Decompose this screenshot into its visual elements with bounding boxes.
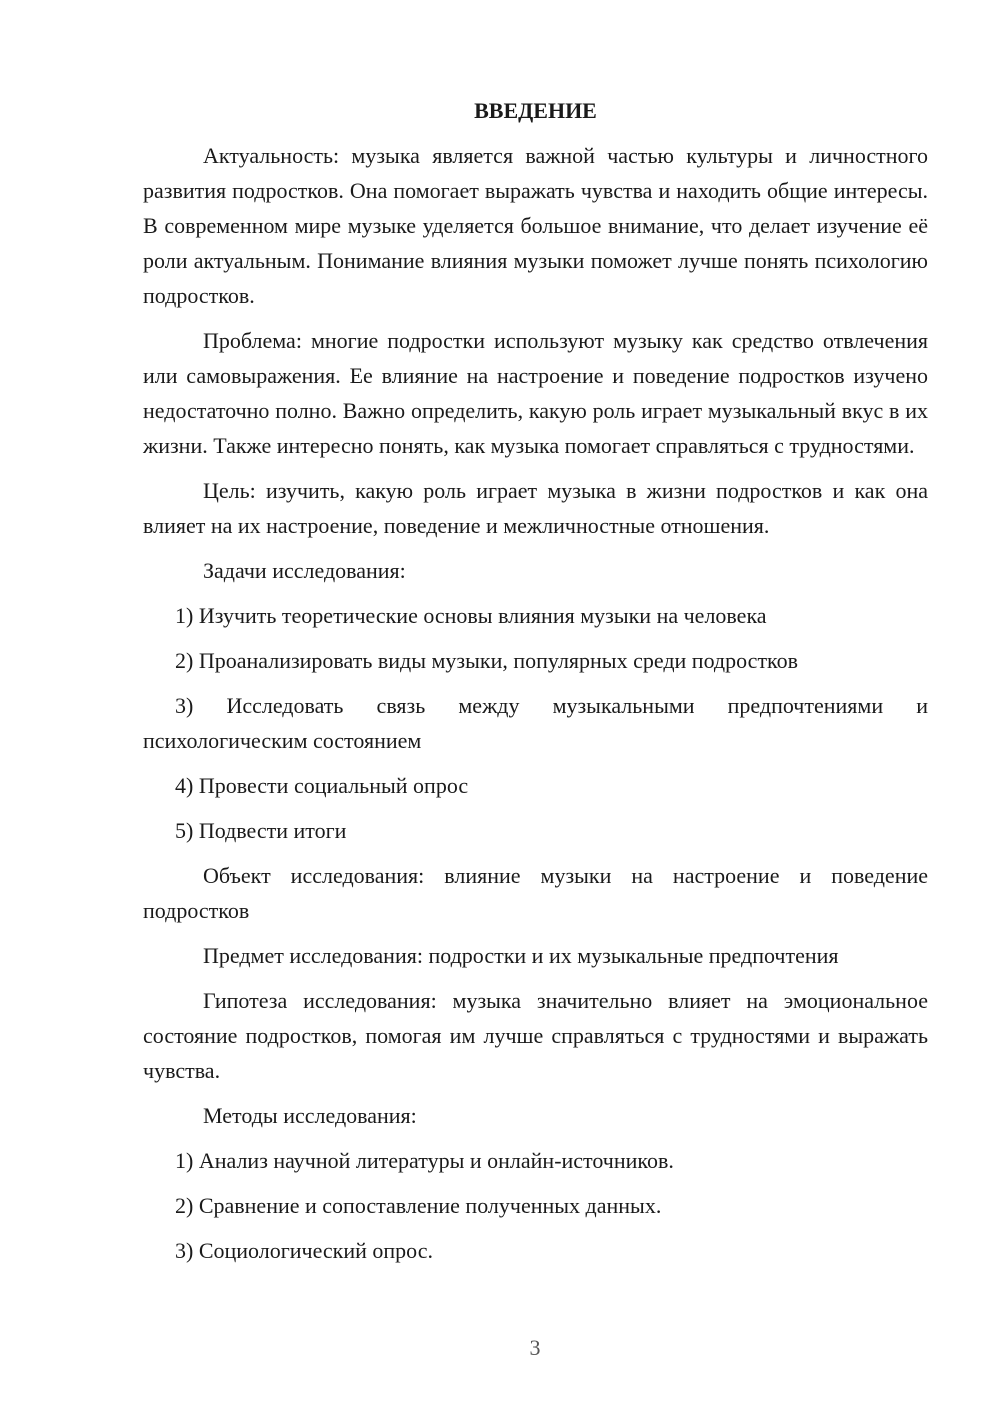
tasks-heading: Задачи исследования: <box>203 558 406 583</box>
subject-paragraph: Предмет исследования: подростки и их музыкальные предпочтения <box>203 943 839 968</box>
method-item: 2) Сравнение и сопоставление полученных данных. <box>175 1193 662 1218</box>
page-title: ВВЕДЕНИЕ <box>474 98 597 123</box>
goal-paragraph: Цель: изучить, какую роль играет музыка в жизни подростков и как она влияет на их настроение, поведение и межличностные отношения. <box>143 478 928 538</box>
relevance-paragraph: Актуальность: музыка является важной частью культуры и личностного развития подростков. Она помогает выражать чувства и находить общие интересы. В современном мире музыке уделяется большое внимание, что делает изучение её роли актуальным. Понимание влияния музыки поможет лучше понять психологию подростков. <box>143 143 928 308</box>
task-item: 1) Изучить теоретические основы влияния музыки на человека <box>175 603 767 628</box>
method-item: 1) Анализ научной литературы и онлайн-источников. <box>175 1148 674 1173</box>
methods-heading: Методы исследования: <box>203 1103 417 1128</box>
task-item: 3) Исследовать связь между музыкальными предпочтениями и психологическим состоянием <box>143 693 928 753</box>
hypothesis-paragraph: Гипотеза исследования: музыка значительно влияет на эмоциональное состояние подростков, помогая им лучше справляться с трудностями и выражать чувства. <box>143 988 928 1083</box>
task-item: 4) Провести социальный опрос <box>175 773 469 798</box>
task-item: 5) Подвести итоги <box>175 818 347 843</box>
problem-paragraph: Проблема: многие подростки используют музыку как средство отвлечения или самовыражения. Ее влияние на настроение и поведение подростков изучено недостаточно полно. Важно определить, какую роль играет музыкальный вкус в их жизни. Также интересно понять, как музыка помогает справляться с трудностями. <box>143 328 928 458</box>
method-item: 3) Социологический опрос. <box>175 1238 433 1263</box>
object-paragraph: Объект исследования: влияние музыки на настроение и поведение подростков <box>143 863 928 923</box>
task-item: 2) Проанализировать виды музыки, популярных среди подростков <box>175 648 799 673</box>
page-content <box>143 93 928 1278</box>
page-number: 3 <box>529 1335 541 1360</box>
